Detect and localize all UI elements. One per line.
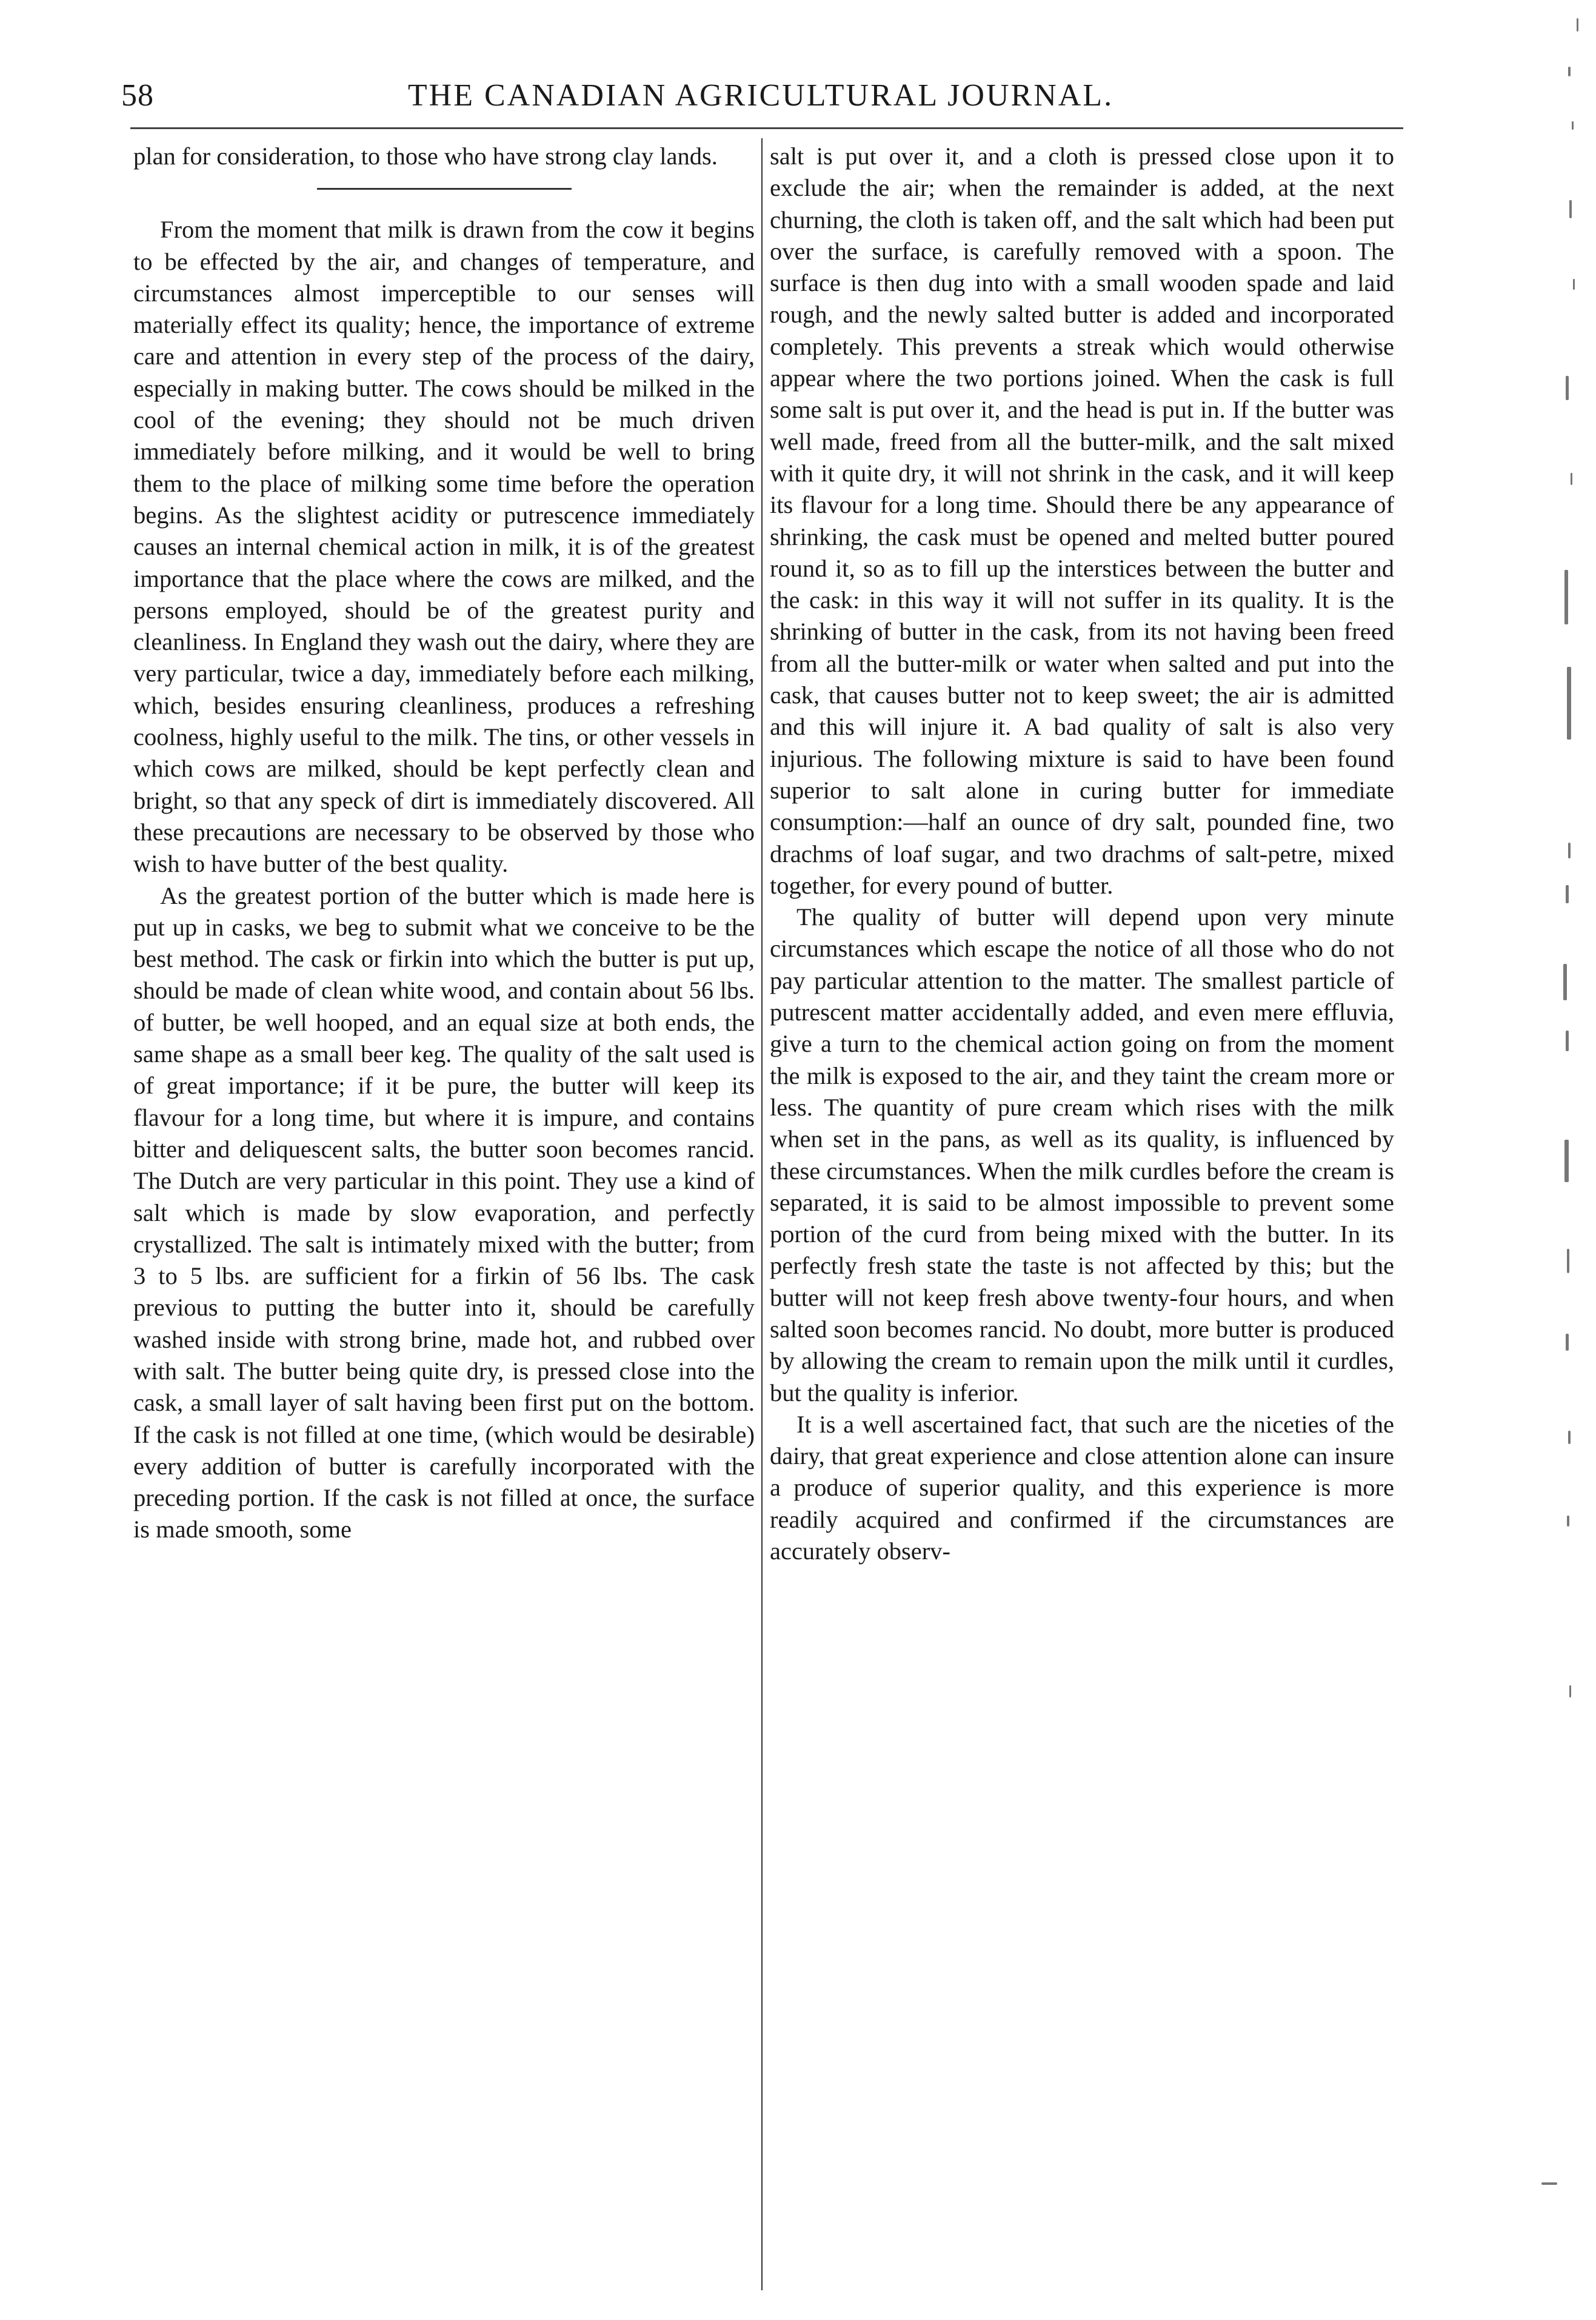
paragraph-casks-method: As the greatest portion of the butter which is made here is put up in casks, we beg to submit what we conceive to be the best method. The cask or firkin into which the butter is put up, should be made of clean white wood, and contain about 56 lbs. of butter, be well hooped, and an equal size at both ends, the same shape as a small beer keg. The quality of the salt used is of great importance; if it be pure, the butter will keep its flavour for a long time, but where it is impure, and contains bitter and deliquescent salts, the butter soon becomes rancid. The Dutch are very particular in this point. They use a kind of salt which is made by slow evaporation, and perfectly crystallized. The salt is intimately mixed with the butter; from 3 to 5 lbs. are sufficient for a firkin of 56 lbs. The cask previous to putting the butter into it, should be carefully washed inside with strong brine, made hot, and rubbed over with salt. The butter being quite dry, is pressed close into the cask, a small layer of salt having been first put on the bottom. If the cask is not filled at one time, (which would be desirable) every addition of butter is carefully incorporated with the preceding portion. If the cask is not filled at once, the surface is made smooth, some [133, 881, 755, 1543]
right-column [770, 141, 1394, 2299]
running-title: THE CANADIAN AGRICULTURAL JOURNAL. [407, 78, 1114, 113]
paragraph-milk-care: From the moment that milk is drawn from the cow it begins to be effected by the air, and changes of temperature, and circumstances almost imperceptible to our senses will materially effect its quality; hence, the importance of extreme care and attention in every step of the process of the dairy, especially in making butter. The cows should be milked in the cool of the evening; they should not be much driven immediately before milking, and it would be well to bring them to the place of milking some time before the operation begins. As the slightest acidity or putrescence immediately causes an internal chemical action in milk, it is of the greatest importance that the place where the cows are milked, and the persons employed, should be of the greatest purity and cleanliness. In England they wash out the dairy, where they are very particular, twice a day, immediately before each milking, which, besides ensuring cleanliness, produces a refreshing coolness, highly useful to the milk. The tins, or other vessels in which cows are milked, should be kept perfectly clean and bright, so that any speck of dirt is immediately discovered. All these precautions are necessary to be observed by those who wish to have butter of the best quality. [133, 216, 755, 878]
scan-edge-marks [1505, 0, 1596, 2320]
paragraph-butter-quality: The quality of butter will depend upon very minute circumstances which escape the notice of all those who do not pay particular attention to the matter. The smallest particle of putrescent matter accidentally added, and even mere effluvia, give a turn to the chemical action going on from the moment the milk is exposed to the air, and they taint the cream more or less. The quantity of pure cream which rises with the milk when set in the pans, as well as its quality, is influenced by these circumstances. When the milk curdles before the cream is separated, it is said to be almost impossible to prevent some portion of the curd from being mixed with the butter. In its perfectly fresh state the taste is not affected by this; but the butter will not keep fresh above twenty-four hours, and when salted soon becomes rancid. No doubt, more butter is produced by allowing the cream to remain upon the milk until it curdles, but the quality is inferior. [770, 903, 1394, 1406]
section-divider [317, 188, 572, 190]
right-continuation-text: salt is put over it, and a cloth is pressed close upon it to exclude the air; when the remainder is added, at the next churning, the cloth is taken off, and the salt which had been put over the surface, is carefully removed with a spoon. The surface is then dug into with a small wooden spade and laid rough, and the newly salted butter is added and incorporated completely. This prevents a streak which would otherwise appear where the two portions joined. When the cask is full some salt is put over it, and the head is put in. If the butter was well made, freed from all the butter-milk, and the salt mixed with it quite dry, it will not shrink in the cask, and it will keep its flavour for a long time. Should there be any appearance of shrinking, the cask must be opened and melted butter poured round it, so as to fill up the interstices between the butter and the cask: in this way it will not suffer in its quality. It is the shrinking of butter in the cask, from its not having been freed from all the butter-milk or water when salted and put into the cask, that causes butter not to keep sweet; the air is admitted and this will injure it. A bad quality of salt is also very injurious. The following mixture is said to have been found superior to salt alone in curing butter for immediate consumption:—half an ounce of dry salt, pounded fine, two drachms of loaf sugar, and two drachms of salt-petre, mixed together, for every pound of butter. [770, 142, 1394, 899]
page-number: 58 [121, 78, 154, 113]
page-header [121, 72, 1400, 120]
left-column [133, 141, 755, 2299]
paragraph-dairy-niceties: It is a well ascertained fact, that such are the niceties of the dairy, that great experience and close attention alone can insure a produce of superior quality, and this experience is more readily acquired and confirmed if the circumstances are accurately observ- [770, 1410, 1394, 1565]
column-divider [761, 138, 763, 2290]
header-rule [130, 127, 1403, 129]
left-continuation-text: plan for consideration, to those who have strong clay lands. [133, 142, 718, 170]
